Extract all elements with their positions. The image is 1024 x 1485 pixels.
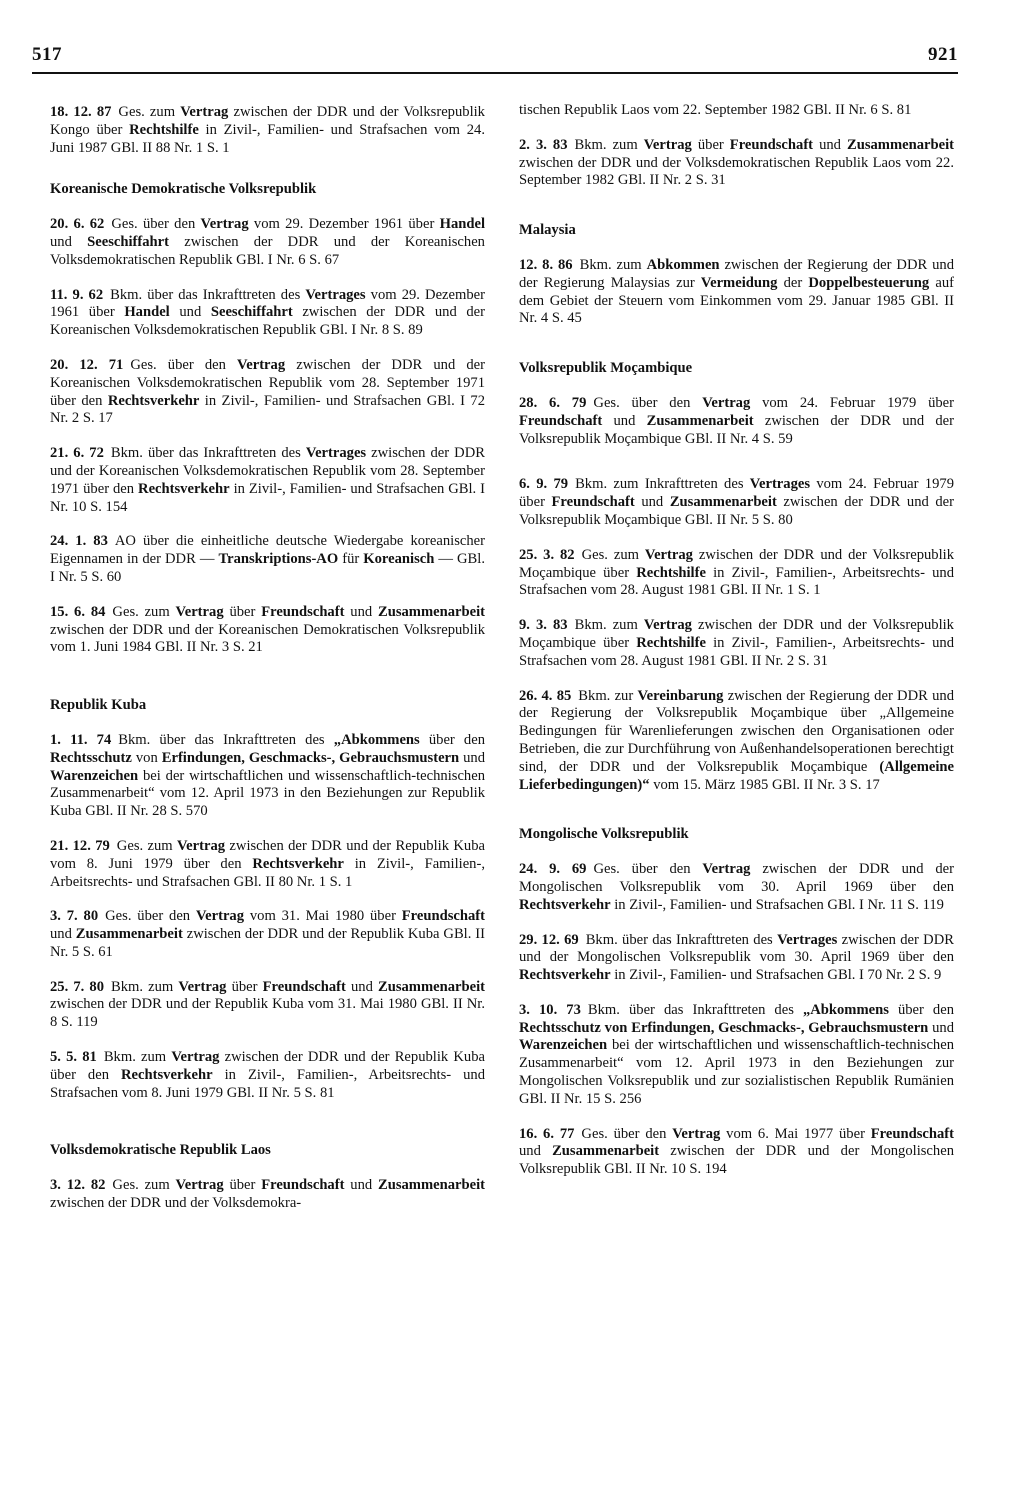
bold-keyword: Rechtshilfe xyxy=(636,634,706,651)
bold-keyword: Freundschaft xyxy=(401,908,486,925)
bold-keyword: Freundschaft xyxy=(519,412,603,429)
bold-keyword: Erfindungen, Geschmacks-, Gebrauchsmustern xyxy=(161,749,460,766)
law-entry: 9. 3. 83 Bkm. zum Vertrag zwischen der DDR und der Volksrepublik Moçambique über Rechtshilfe in Zivil-, Familien-, Arbeitsrechts- und Strafsachen vom 28. August 1981 GBl. II Nr. 2 S. 31 xyxy=(519,617,955,669)
bold-keyword: Handel xyxy=(439,216,486,233)
law-entry: 28. 6. 79 Ges. über den Vertrag vom 24. Februar 1979 über Freundschaft und Zusammenarbeit zwischen der DDR und der Volksrepublik Moçambique GBl. II Nr. 4 S. 59 xyxy=(519,394,955,447)
entry-date: 3. 10. 73 xyxy=(519,1001,581,1018)
bold-keyword: Rechtsverkehr xyxy=(138,480,230,497)
bold-keyword: Rechtsverkehr xyxy=(519,896,611,913)
entry-date: 20. 12. 71 xyxy=(50,356,124,373)
bold-keyword: Vermeidung xyxy=(700,274,778,291)
entry-date: 24. 9. 69 xyxy=(519,861,587,878)
bold-keyword: Vertrag xyxy=(175,1177,224,1194)
left-column xyxy=(50,104,485,1230)
entry-date: 15. 6. 84 xyxy=(50,603,106,620)
entry-date: 21. 6. 72 xyxy=(50,445,104,462)
section-heading: Volksdemokratische Republik Laos xyxy=(50,1142,271,1159)
bold-keyword: Zusammenarbeit xyxy=(646,412,754,429)
bold-keyword: Transkriptions-AO xyxy=(218,551,339,568)
entry-date: 2. 3. 83 xyxy=(519,136,568,153)
entry-date: 12. 8. 86 xyxy=(519,256,573,273)
section-heading: Volksrepublik Moçambique xyxy=(519,360,693,377)
entry-date: 20. 6. 62 xyxy=(50,216,105,233)
law-entry: 21. 6. 72 Bkm. über das Inkrafttreten des Vertrages zwischen der DDR und der Koreanischen Volksdemokratischen Republik vom 28. September 1971 über den Rechtsverkehr in Zivil-, Familien- und Strafsachen GBl. I Nr. 10 S. 154 xyxy=(50,445,485,515)
law-entry: 25. 3. 82 Ges. zum Vertrag zwischen der DDR und der Volksrepublik Moçambique über Rechtshilfe in Zivil-, Familien-, Arbeitsrechts- und Strafsachen vom 28. August 1981 GBl. II Nr. 1 S. 1 xyxy=(519,546,955,599)
bold-keyword: Vertrag xyxy=(180,104,229,120)
law-entry: 12. 8. 86 Bkm. zum Abkommen zwischen der Regierung der DDR und der Regierung Malaysias zur Vermeidung der Doppelbesteuerung auf dem Gebiet der Steuern vom Einkommen vom 29. Januar 1985 GBl. II Nr. 4 S. 45 xyxy=(519,256,955,327)
bold-keyword: Vertrag xyxy=(672,1125,721,1142)
bold-keyword: Vertrag xyxy=(643,617,692,634)
bold-keyword: Warenzeichen xyxy=(50,767,139,784)
bold-keyword: Vertrag xyxy=(176,837,226,854)
bold-keyword: Doppelbesteuerung xyxy=(808,274,930,291)
bold-keyword: Vertrag xyxy=(237,356,286,373)
entry-date: 3. 7. 80 xyxy=(50,908,99,925)
law-entry: 3. 7. 80 Ges. über den Vertrag vom 31. Mai 1980 über Freundschaft und Zusammenarbeit zwischen der DDR und der Republik Kuba GBl. II Nr. 5 S. 61 xyxy=(50,908,486,960)
entry-date: 6. 9. 79 xyxy=(519,476,569,493)
bold-keyword: Vertrag xyxy=(702,394,751,411)
law-entry: 25. 7. 80 Bkm. zum Vertrag über Freundschaft und Zusammenarbeit zwischen der DDR und der Republik Kuba vom 31. Mai 1980 GBl. II Nr. 8 S. 119 xyxy=(50,978,486,1031)
law-entry: 18. 12. 87 Ges. zum Vertrag zwischen der DDR und der Volksrepublik Kongo über Rechtshilfe in Zivil-, Familien- und Strafsachen vom 24. Juni 1987 GBl. II 88 Nr. 1 S. 1 xyxy=(50,104,485,156)
law-entry: 24. 9. 69 Ges. über den Vertrag zwischen der DDR und der Mongolischen Volksrepublik vom 30. April 1969 über den Rechtsverkehr in Zivil-, Familien- und Strafsachen GBl. I Nr. 11 S. 119 xyxy=(519,861,955,913)
law-entry: 2. 3. 83 Bkm. zum Vertrag über Freundschaft und Zusammenarbeit zwischen der DDR und der Volksdemokratischen Republik Laos vom 22. September 1982 GBl. II Nr. 2 S. 31 xyxy=(519,136,955,189)
bold-keyword: Zusammenarbeit xyxy=(846,136,955,153)
bold-keyword: Rechtsverkehr xyxy=(121,1066,213,1083)
law-entry: 20. 6. 62 Ges. über den Vertrag vom 29. Dezember 1961 über Handel und Seeschiffahrt zwischen der DDR und der Koreanischen Volksdemokratischen Republik GBl. I Nr. 6 S. 67 xyxy=(50,216,486,268)
bold-keyword: Rechtsschutz von Erfindungen, Geschmacks-, Gebrauchsmustern xyxy=(519,1019,929,1036)
bold-keyword: Freundschaft xyxy=(261,603,345,620)
law-entry: 15. 6. 84 Ges. zum Vertrag über Freundschaft und Zusammenarbeit zwischen der DDR und der Koreanischen Demokratischen Volksrepublik vom 1. Juni 1984 GBl. II Nr. 3 S. 21 xyxy=(50,603,486,656)
bold-keyword: Vertrag xyxy=(644,546,693,563)
bold-keyword: Vertrag xyxy=(195,908,245,925)
bold-keyword: Vertrag xyxy=(643,136,692,153)
header-rule xyxy=(32,72,958,74)
section-heading: Mongolische Volksrepublik xyxy=(519,826,689,843)
bold-keyword: Vertrages xyxy=(305,286,366,303)
bold-keyword: Rechtshilfe xyxy=(129,121,199,138)
bold-keyword: Abkommen xyxy=(646,256,720,273)
law-entry: 3. 12. 82 Ges. zum Vertrag über Freundschaft und Zusammenarbeit zwischen der DDR und der Volksdemokra- xyxy=(50,1177,486,1212)
entry-date: 9. 3. 83 xyxy=(519,617,568,634)
bold-keyword: Zusammenarbeit xyxy=(552,1143,660,1160)
law-entry: 3. 10. 73 Bkm. über das Inkrafttreten des „Abkommens über den Rechtsschutz von Erfindungen, Geschmacks-, Gebrauchsmustern und Warenzeichen bei der wirtschaftlichen und wissenschaftlich-technischen Zusammenarbeit“ vom 12. April 1973 in den Beziehungen zur Mongolischen Volksrepublik und zur sozialistischen Republik Rumänien GBl. II Nr. 15 S. 256 xyxy=(519,1001,954,1107)
bold-keyword: Freundschaft xyxy=(262,978,346,995)
bold-keyword: Seeschiffahrt xyxy=(210,304,293,321)
bold-keyword: Vertrages xyxy=(749,476,811,493)
bold-keyword: Rechtshilfe xyxy=(636,564,706,581)
bold-keyword: Vertrag xyxy=(171,1049,220,1066)
bold-keyword: Handel xyxy=(124,304,170,321)
bold-keyword: Freundschaft xyxy=(261,1177,345,1194)
entry-date: 21. 12. 79 xyxy=(50,837,110,854)
law-entry: 16. 6. 77 Ges. über den Vertrag vom 6. Mai 1977 über Freundschaft und Zusammenarbeit zwischen der DDR und der Mongolischen Volksrepublik GBl. II Nr. 10 S. 194 xyxy=(519,1125,955,1178)
page-number-right: 921 xyxy=(928,44,958,65)
entry-date: 5. 5. 81 xyxy=(50,1049,97,1066)
bold-keyword: Freundschaft xyxy=(551,494,635,511)
bold-keyword: Seeschiffahrt xyxy=(87,233,170,250)
bold-keyword: Zusammenarbeit xyxy=(75,926,183,943)
section-heading: Malaysia xyxy=(519,222,576,239)
entry-date: 24. 1. 83 xyxy=(50,533,108,550)
bold-keyword: „Abkommens xyxy=(802,1001,889,1018)
bold-keyword: (Allgemeine Lieferbedingungen)“ xyxy=(519,758,954,793)
bold-keyword: Rechtsverkehr xyxy=(107,392,200,409)
section-heading: Republik Kuba xyxy=(50,697,147,714)
bold-keyword: Zusammenarbeit xyxy=(377,978,486,995)
section-heading: Koreanische Demokratische Volksrepublik xyxy=(50,181,317,198)
bold-keyword: Vertrages xyxy=(777,931,838,948)
entry-date: 26. 4. 85 xyxy=(519,687,572,704)
law-entry: 1. 11. 74 Bkm. über das Inkrafttreten des „Abkommens über den Rechtsschutz von Erfindungen, Geschmacks-, Gebrauchsmustern und Warenzeichen bei der wirtschaftlichen und wissenschaftlich-technischen Zusammenarbeit“ vom 12. April 1973 in den Beziehungen zur Republik Kuba GBl. II Nr. 28 S. 570 xyxy=(50,731,486,820)
entry-date: 16. 6. 77 xyxy=(519,1125,575,1142)
bold-keyword: Rechtsverkehr xyxy=(519,967,611,984)
bold-keyword: Zusammenarbeit xyxy=(377,1177,486,1194)
law-entry: tischen Republik Laos vom 22. September 1982 GBl. II Nr. 6 S. 81 xyxy=(519,102,912,118)
law-entry: 5. 5. 81 Bkm. zum Vertrag zwischen der DDR und der Republik Kuba über den Rechtsverkehr in Zivil-, Familien-, Arbeitsrechts- und Strafsachen vom 8. Juni 1979 GBl. II Nr. 5 S. 81 xyxy=(50,1049,485,1101)
page-number-left: 517 xyxy=(32,44,62,65)
bold-keyword: „Abkommens xyxy=(333,731,420,748)
law-entry: 6. 9. 79 Bkm. zum Inkrafttreten des Vertrages vom 24. Februar 1979 über Freundschaft und Zusammenarbeit zwischen der DDR und der Volksrepublik Moçambique GBl. II Nr. 5 S. 80 xyxy=(519,476,954,528)
law-entry: 11. 9. 62 Bkm. über das Inkrafttreten des Vertrages vom 29. Dezember 1961 über Handel und Seeschiffahrt zwischen der DDR und der Koreanischen Volksdemokratischen Republik GBl. I Nr. 8 S. 89 xyxy=(50,286,485,339)
entry-date: 11. 9. 62 xyxy=(50,286,104,303)
law-entry: 24. 1. 83 AO über die einheitliche deutsche Wiedergabe koreanischer Eigennamen in der DDR — Transkriptions-AO für Koreanisch — GBl. I Nr. 5 S. 60 xyxy=(50,533,485,585)
law-entry: 26. 4. 85 Bkm. zur Vereinbarung zwischen der Regierung der DDR und der Regierung der Volksrepublik Moçambique über „Allgemeine Bedingungen für Warenlieferungen zwischen den Organisationen oder Betrieben, die zur Durchführung von Außenhandelsoperationen berechtigt sind, der DDR und der Volksrepublik Moçambique (Allgemeine Lieferbedingungen)“ vom 15. März 1985 GBl. II Nr. 3 S. 17 xyxy=(519,687,955,793)
law-entry: 29. 12. 69 Bkm. über das Inkrafttreten des Vertrages zwischen der DDR und der Mongolischen Volksrepublik vom 30. April 1969 über den Rechtsverkehr in Zivil-, Familien- und Strafsachen GBl. I 70 Nr. 2 S. 9 xyxy=(519,931,954,984)
entry-date: 18. 12. 87 xyxy=(50,104,112,120)
bold-keyword: Vertrag xyxy=(200,216,249,233)
entry-date: 3. 12. 82 xyxy=(50,1177,106,1194)
bold-keyword: Vertrag xyxy=(178,978,227,995)
bold-keyword: Freundschaft xyxy=(729,136,814,153)
bold-keyword: Rechtsverkehr xyxy=(252,855,344,872)
bold-keyword: Koreanisch xyxy=(363,551,435,568)
entry-date: 25. 3. 82 xyxy=(519,546,575,563)
bold-keyword: Vertrag xyxy=(702,861,751,878)
bold-keyword: Rechtsschutz xyxy=(50,749,132,766)
bold-keyword: Vertrages xyxy=(305,445,367,462)
entry-date: 1. 11. 74 xyxy=(50,731,112,748)
bold-keyword: Vertrag xyxy=(175,603,224,620)
bold-keyword: Freundschaft xyxy=(870,1125,955,1142)
bold-keyword: Zusammenarbeit xyxy=(669,494,777,511)
right-column xyxy=(519,102,954,1196)
bold-keyword: Vereinbarung xyxy=(637,687,724,704)
law-entry: 21. 12. 79 Ges. zum Vertrag zwischen der DDR und der Republik Kuba vom 8. Juni 1979 über den Rechtsverkehr in Zivil-, Familien-, Arbeitsrechts- und Strafsachen GBl. II 80 Nr. 1 S. 1 xyxy=(50,837,485,890)
entry-date: 29. 12. 69 xyxy=(519,931,579,948)
bold-keyword: Warenzeichen xyxy=(519,1037,608,1054)
entry-date: 25. 7. 80 xyxy=(50,978,104,995)
entry-date: 28. 6. 79 xyxy=(519,394,587,411)
bold-keyword: Zusammenarbeit xyxy=(377,603,486,620)
law-entry: 20. 12. 71 Ges. über den Vertrag zwischen der DDR und der Koreanischen Volksdemokratischen Republik vom 28. September 1971 über den Rechtsverkehr in Zivil-, Familien- und Strafsachen GBl. I 72 Nr. 2 S. 17 xyxy=(50,356,486,427)
